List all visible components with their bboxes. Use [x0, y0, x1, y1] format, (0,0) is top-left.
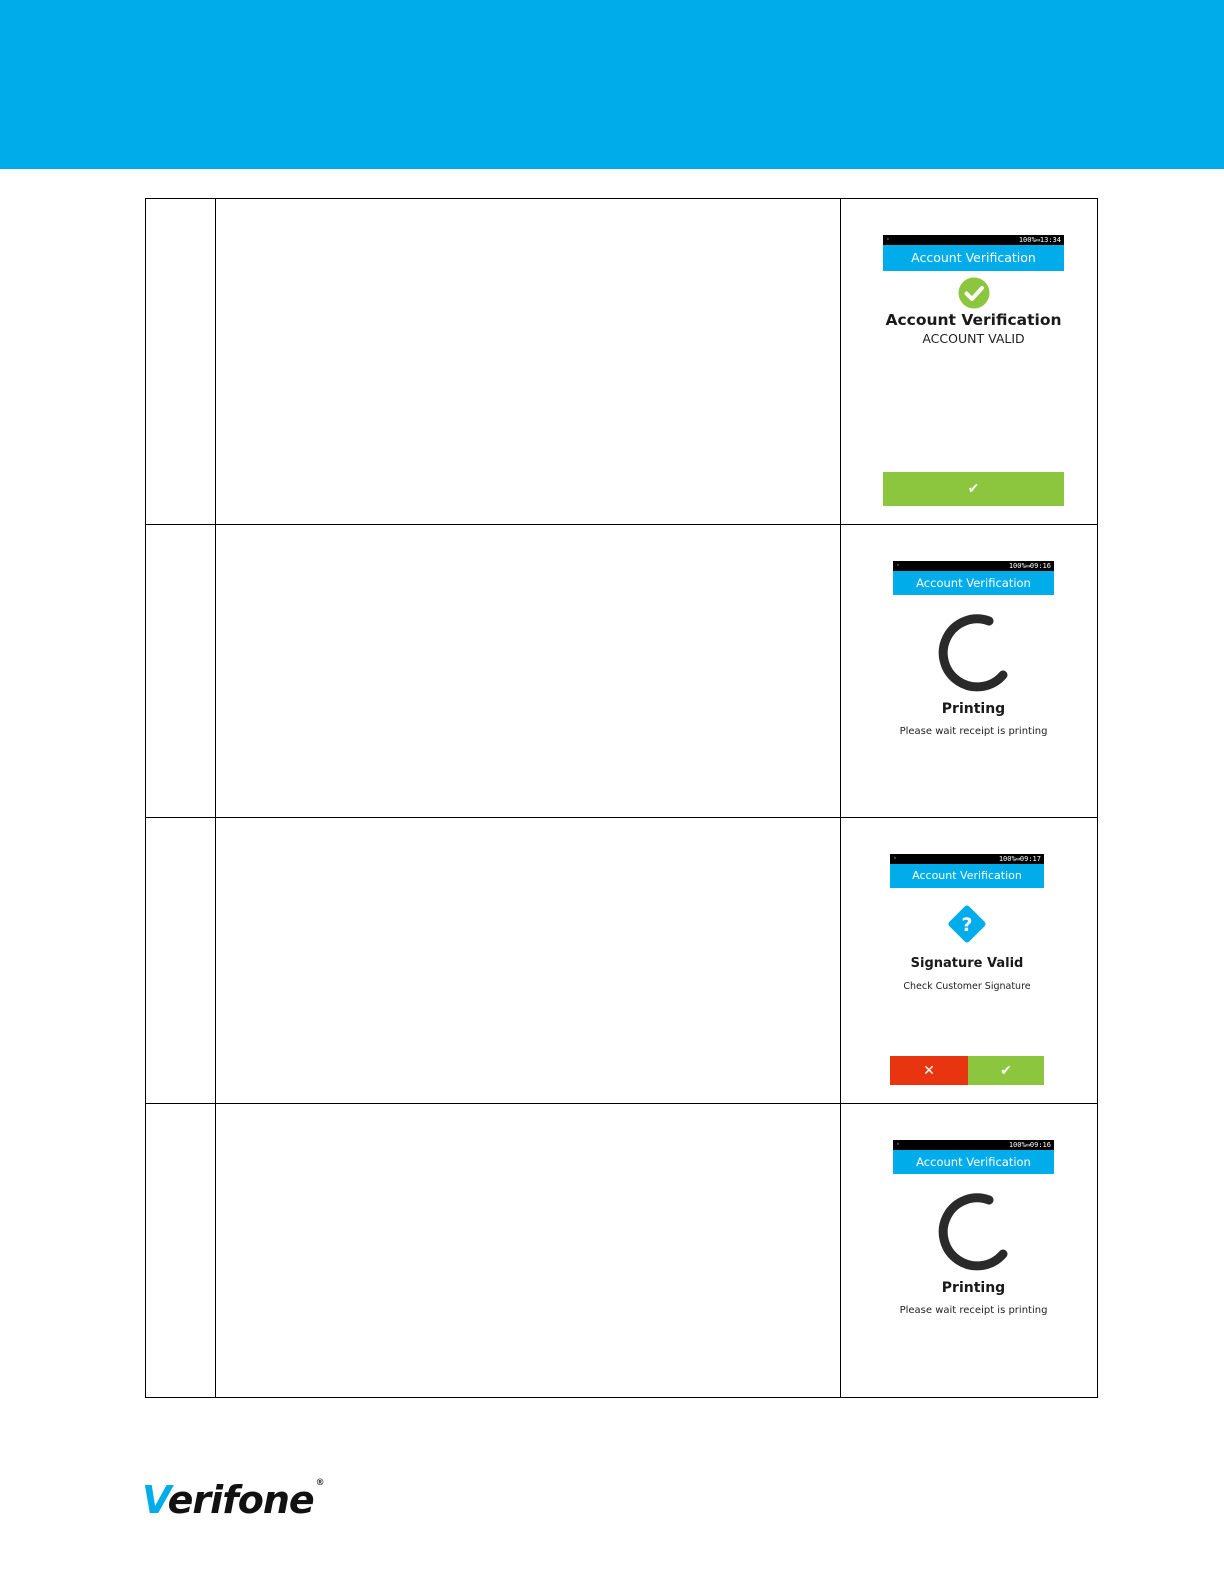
terminal-screen: [883, 235, 1064, 508]
screen-title-bar: Account Verification: [890, 864, 1044, 888]
wifi-icon: ◦: [893, 855, 897, 862]
confirm-button[interactable]: [968, 1056, 1044, 1085]
check-circle-icon: [958, 277, 990, 309]
wifi-icon: ◦: [896, 562, 900, 569]
header-banner: [0, 0, 1224, 169]
screen-headline: Account Verification: [885, 311, 1062, 329]
screen-headline: Printing: [941, 701, 1006, 717]
svg-text:?: ?: [961, 914, 973, 936]
step-row: [146, 525, 1098, 818]
spinner-icon: [931, 1188, 1015, 1272]
close-icon: ✕: [923, 1062, 935, 1079]
status-bar: [890, 854, 1044, 864]
step-number-cell: [146, 525, 216, 818]
step-row: [146, 1104, 1098, 1398]
step-description-cell: [216, 525, 841, 818]
steps-table: [145, 198, 1098, 1398]
registered-mark: ®: [315, 1478, 324, 1488]
step-row: [146, 818, 1098, 1104]
check-icon: ✔: [1000, 1062, 1012, 1079]
step-description-cell: [216, 818, 841, 1104]
check-icon: ✔: [967, 481, 980, 497]
confirm-button[interactable]: [883, 472, 1064, 506]
step-description-cell: [216, 1104, 841, 1398]
status-bar: [893, 1140, 1054, 1150]
wifi-icon: ◦: [886, 236, 890, 243]
step-description-cell: [216, 199, 841, 525]
screenshot-cell: [841, 818, 1098, 1104]
step-number-cell: [146, 818, 216, 1104]
status-time: 100%▭09:16: [1008, 1141, 1051, 1149]
screen-title-bar: Account Verification: [883, 245, 1064, 271]
status-time: 100%▭09:16: [1008, 562, 1051, 570]
screen-subline: Please wait receipt is printing: [899, 726, 1048, 737]
screen-headline: Signature Valid: [910, 956, 1024, 971]
screenshot-cell: [841, 525, 1098, 818]
wifi-icon: ◦: [896, 1141, 900, 1148]
step-number-cell: [146, 199, 216, 525]
screen-headline: Printing: [941, 1280, 1006, 1296]
logo-text: erifone: [167, 1478, 314, 1522]
screen-title-bar: Account Verification: [893, 571, 1054, 595]
step-number-cell: [146, 1104, 216, 1398]
cancel-button[interactable]: [890, 1056, 968, 1085]
status-bar: [883, 235, 1064, 245]
spinner-icon: [931, 609, 1015, 693]
question-diamond-icon: [945, 902, 989, 946]
screenshot-cell: [841, 199, 1098, 525]
terminal-screen: [893, 1140, 1054, 1330]
logo-letter: V: [142, 1478, 168, 1522]
screen-subline: Check Customer Signature: [903, 981, 1031, 992]
screen-title-bar: Account Verification: [893, 1150, 1054, 1174]
status-time: 100%▭09:17: [998, 855, 1041, 863]
status-time: 100%▭13:34: [1018, 236, 1061, 244]
screen-subline: ACCOUNT VALID: [922, 331, 1025, 346]
terminal-screen: [893, 561, 1054, 751]
step-row: [146, 199, 1098, 525]
screenshot-cell: [841, 1104, 1098, 1398]
status-bar: [893, 561, 1054, 571]
screen-subline: Please wait receipt is printing: [899, 1305, 1048, 1316]
verifone-logo: [142, 1478, 324, 1522]
terminal-screen: [890, 854, 1044, 1085]
